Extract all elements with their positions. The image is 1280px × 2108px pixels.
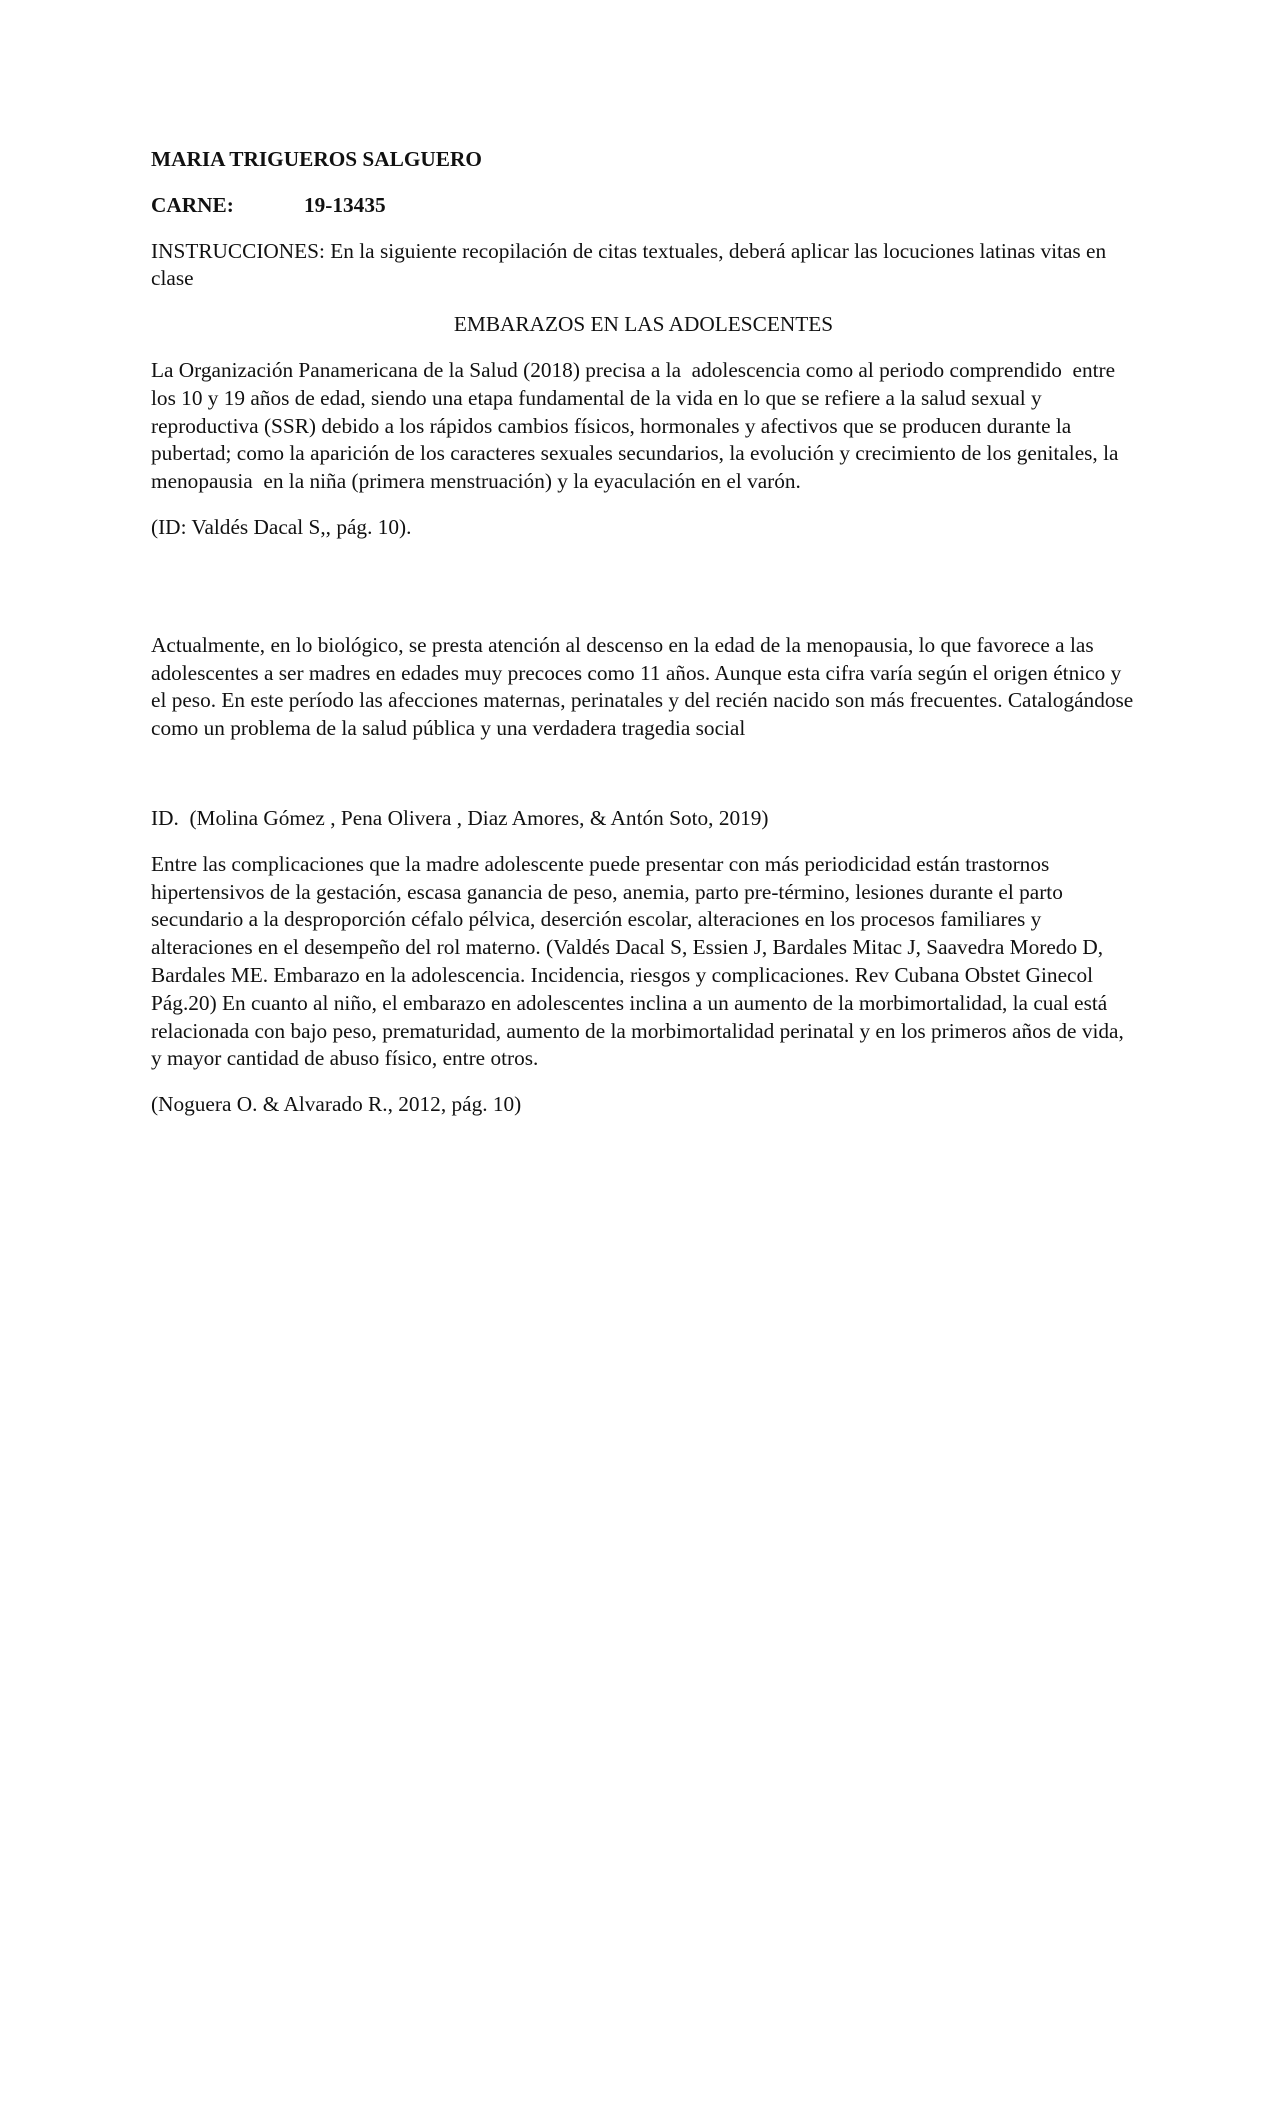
blank-space bbox=[151, 560, 1136, 632]
document-body bbox=[151, 146, 1139, 1137]
carne-label: CARNE: bbox=[151, 192, 234, 217]
author-name: MARIA TRIGUEROS SALGUERO bbox=[151, 147, 482, 171]
instructions-paragraph: INSTRUCCIONES: En la siguiente recopilación de citas textuales, deberá aplicar las locuciones latinas vitas en clase bbox=[151, 238, 1112, 291]
citation-3: (Noguera O. & Alvarado R., 2012, pág. 10) bbox=[151, 1092, 522, 1117]
carne-line bbox=[151, 192, 1136, 220]
paragraph-1: La Organización Panamericana de la Salud (2018) precisa a la adolescencia como al periodo comprendido entre los 10 y 19 años de edad, siendo una etapa fundamental de la vida en lo que se refiere a la salud sexual y reproductiva (SSR) debido a los rápidos cambios físicos, hormonales y afectivos que se producen durante la pubertad; como la aparición de los caracteres sexuales secundarios, la evolución y crecimiento de los genitales, la menopausia en la niña (primera menstruación) y la eyaculación en el varón. bbox=[151, 357, 1124, 494]
citation-2: ID. (Molina Gómez , Pena Olivera , Diaz Amores, & Antón Soto, 2019) bbox=[151, 805, 769, 830]
carne-value: 19-13435 bbox=[304, 192, 386, 217]
blank-space bbox=[151, 761, 1136, 805]
document-title: EMBARAZOS EN LAS ADOLESCENTES bbox=[453, 312, 834, 337]
paragraph-3: Entre las complicaciones que la madre adolescente puede presentar con más periodicidad están trastornos hipertensivos de la gestación, escasa ganancia de peso, anemia, parto pre-término, lesiones durante el parto secundario a la desproporción céfalo pélvica, deserción escolar, alteraciones en los procesos familiares y alteraciones en el desempeño del rol materno. (Valdés Dacal S, Essien J, Bardales Mitac J, Saavedra Moredo D, Bardales ME. Embarazo en la adolescencia. Incidencia, riesgos y complicaciones. Rev Cubana Obstet Ginecol Pág.20) En cuanto al niño, el embarazo en adolescentes inclina a un aumento de la morbimortalidad, la cual está relacionada con bajo peso, prematuridad, aumento de la morbimortalidad perinatal y en los primeros años de vida, y mayor cantidad de abuso físico, entre otros. bbox=[151, 851, 1130, 1071]
citation-1: (ID: Valdés Dacal S,, pág. 10). bbox=[151, 514, 412, 539]
paragraph-2: Actualmente, en lo biológico, se presta atención al descenso en la edad de la menopausia, lo que favorece a las adolescentes a ser madres en edades muy precoces como 11 años. Aunque esta cifra varía según el origen étnico y el peso. En este período las afecciones maternas, perinatales y del recién nacido son más frecuentes. Catalogándose como un problema de la salud pública y una verdadera tragedia social bbox=[151, 632, 1139, 741]
